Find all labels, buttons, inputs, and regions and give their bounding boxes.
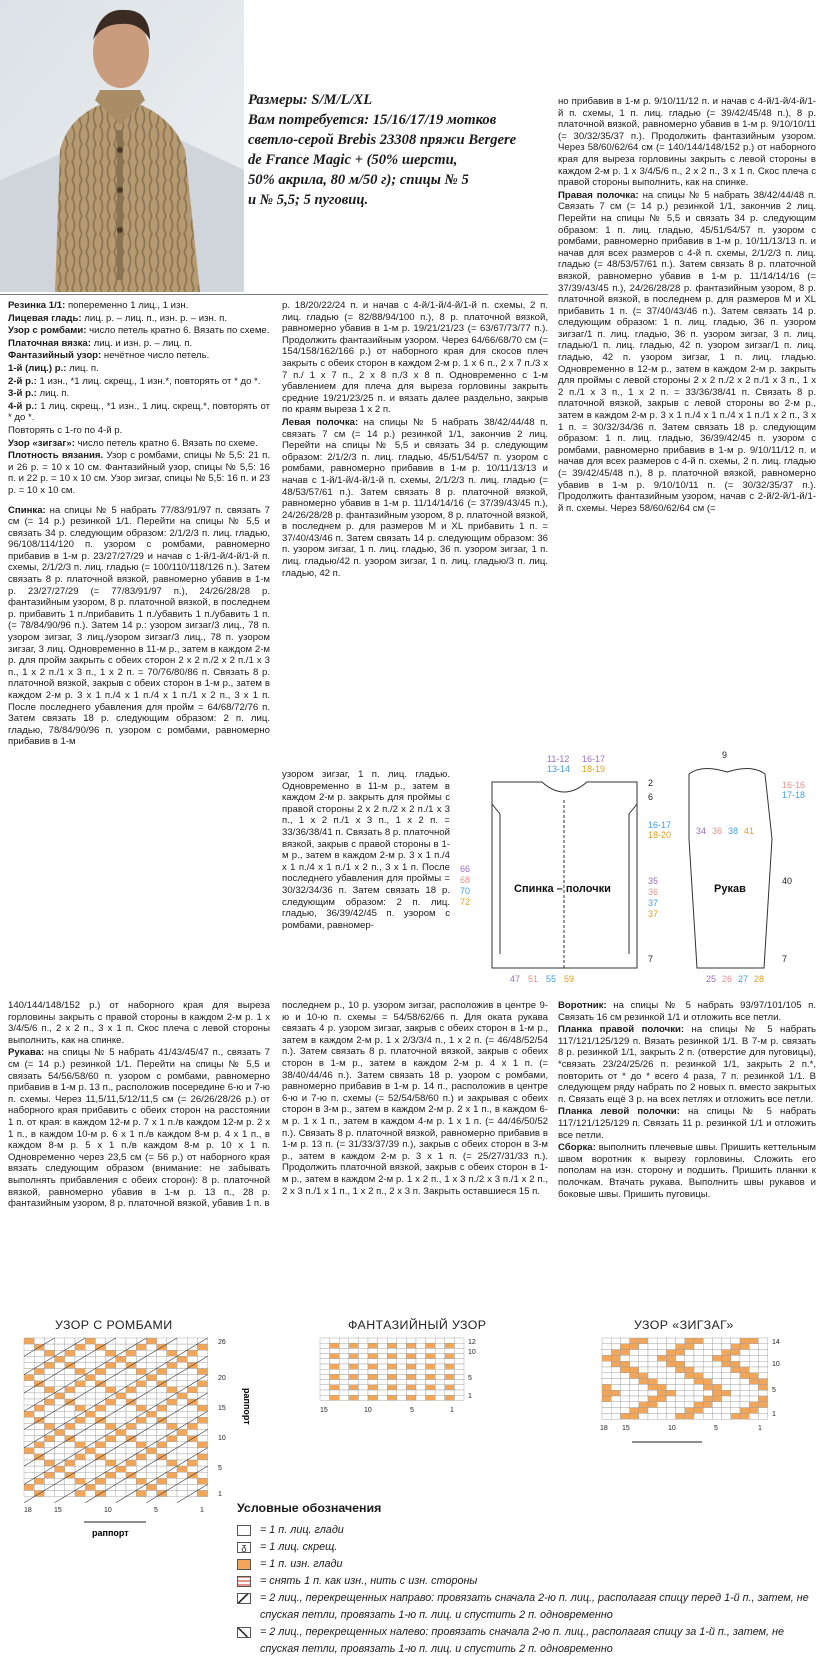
knit-symbol-icon [237, 1525, 251, 1536]
dim-top-4: 18-19 [582, 764, 606, 774]
dim-r-6: 6 [648, 792, 654, 802]
zigzag-right-ticks [772, 1339, 780, 1418]
dim-b-1: 47 [510, 974, 521, 984]
dim-l-68: 68 [460, 875, 471, 885]
zig-tick-10: 10 [772, 1361, 780, 1368]
zigzag-chart-title: УЗОР «ЗИГЗАГ» [634, 1318, 734, 1332]
dim-r-37a: 37 [648, 898, 659, 908]
dim-b-4: 59 [564, 974, 575, 984]
sleeve-dim-1718: 17-18 [782, 790, 806, 800]
rhomb-tick-15: 15 [218, 1405, 226, 1412]
rhomb-tick-20: 20 [218, 1375, 226, 1382]
legend-item-cross-right: = 2 лиц., перекрещенных направо: провязать сначала 2-ю п. лиц., располагая спицу перед 1-й п., затем, не спуская петли, провязать 1-ю п. лиц. и спустить 2 п. одновременно [237, 1590, 817, 1624]
sleeve-dim-1616: 16-16 [782, 780, 806, 790]
dim-r-35: 35 [648, 876, 659, 886]
zigzag-chart [600, 1336, 800, 1466]
slip-symbol-icon [237, 1576, 251, 1587]
dim-r-7: 7 [648, 954, 654, 964]
photo-illustration [0, 0, 244, 292]
rhomb-chart [22, 1336, 258, 1568]
zig-btick-5: 5 [714, 1425, 718, 1432]
rhomb-chart-title: УЗОР С РОМБАМИ [55, 1318, 173, 1332]
dim-r-36: 36 [648, 887, 659, 897]
dim-r-2: 2 [648, 778, 654, 788]
column-4: 140/144/148/152 р.) от наборного края для выреза горловины закрыть с правой стороны в каждом 2-м р. 1 х 3/4/5/6 п., 2 х 2 п., 3 х 1 п. Скос плеча с левой стороны выполнить, как на спинке. Рукава: на спицы № 5 набрать 41/43/45/47 п., связать 7 см (= 14 р.) резинкой 1/1. Перейти на спицы № 5,5 и связать 54/56/58/60 п. узором с ромбами, равномерно прибавив в 1-м р. 13 п., расположив посередине 6-ю и 7-ю п. схемы. Через 11,5/11,5/12/11,5 см (= 26/26/28/26 р.) от наборного края прибавить с обеих сторон на расстоянии 1 п. от края: в каждом 12-м р. 7 х 1 п./в каждом 12-м р. 2 х 1 п., в каждом 10-м р. 6 х 1 п./в каждом 8-м р. 4 х 1 п., в каждом 8-м р. 5 х 1 п./в каждом 8-м р. 10 х 1 п. Одновременно через 23,5 см (= 56 р.) от наборного края вязать следующим образом (внимание: не забывать выполнять прибавления с обеих сторон): 8 р. платочной вязкой, равномерно убавив в 1-м р. 13 п., 28 р. фантазийным узором, 8 р. платочной вязкой, убавив 1 п. в [8, 1000, 270, 1210]
legend-item-twisted: ᵹ = 1 лиц. скрещ. [237, 1539, 817, 1556]
sleeve-b-4: 28 [754, 974, 765, 984]
zigzag-bottom-ticks [600, 1425, 762, 1432]
legend-item-purl: = 1 п. изн. глади [237, 1556, 817, 1573]
fancy-btick-1: 1 [450, 1407, 454, 1414]
dim-r-1617: 16-17 [648, 820, 672, 830]
sleeve-arm-1: 34 [696, 826, 707, 836]
sleeve-arm-4: 41 [744, 826, 755, 836]
rhomb-btick-18: 18 [24, 1507, 32, 1514]
materials-line-3: de France Magic + (50% шерсти, [248, 152, 458, 168]
rhomb-rapport-vertical: раппорт [242, 1388, 252, 1425]
cross-left-symbol-icon [237, 1627, 251, 1638]
zigzag-grid [602, 1338, 768, 1419]
legend-item-slip: = снять 1 п. как изн., нить с изн. стороны [237, 1573, 817, 1590]
dim-l-66: 66 [460, 864, 471, 874]
cross-right-symbol-icon [237, 1593, 251, 1604]
header-info [248, 90, 548, 210]
fancy-bottom-ticks [320, 1407, 454, 1414]
column-1: Резинка 1/1: попеременно 1 лиц., 1 изн. Лицевая гладь: лиц. р. – лиц. п., изн. р. – изн. п. Узор с ромбами: число петель кратно 6. Вязать по схеме. Платочная вязка: лиц. и изн. р. – лиц. п. Фантазийный узор: нечётное число петель. 1-й (лиц.) р.: лиц. п. 2-й р.: 1 изн., *1 лиц. скрещ., 1 изн.*, повторять от * до *. 3-й р.: лиц. п. 4-й р.: 1 лиц. скрещ., *1 изн., 1 лиц. скрещ.*, повторять от * до *. Повторять с 1-го по 4-й р. Узор «зигзаг»: число петель кратно 6. Вязать по схеме. Плотность вязания. Узор с ромбами, спицы № 5,5: 21 п. и 26 р. = 10 х 10 см. Фантазийный узор, спицы № 5,5: 16 п. и 22 р. = 10 х 10 см. Узор зигзаг, спицы № 5,5: 16 п. и 23 р. = 10 х 10 см. Спинка: на спицы № 5 набрать 77/83/91/97 п. связать 7 см (= 14 р.) резинкой 1/1. Перейти на спицы № 5,5 и связать 34 р. следующим образом: 2/1/2/3 п. лиц. гладью, 96/108/114/120 п. узором с ромбами, равномерно прибавив в 1-м р. 23/27/27/29 и начав с 1-й/1-й/4-й/1-й п. схемы, 2/1/2/3 п. лиц. гладью (= 100/110/118/126 п.). Затем связать 8 р. платочной вязкой, равномерно убавив в 1-м р. 23/27/27/29 (= 77/83/91/97 п.), 24/26/28/28 р. фантазийным узором, 8 р. платочной вязкой, в последнем р. прибавить 1 п./прибавить 1 п./убавить 1 п./убавить 1 п. (= 78/84/90/96 п.). Затем 14 р.: узором зигзаг/3 лиц., 78 п. узором зигзаг, 3 лиц./узором зигзаг/3 лиц., 78 п. узором зигзаг, 3 лиц. Одновременно в 11-м р., затем в каждом 2-м р. для пройм закрыть с обеих сторон 2 х 2 п./2 х 2 п./1 х 3 п., 1 х 2 п./1 х 3 п., 1 х 2 п. = 70/76/80/86 п. Связать 8 р. платочной вязкой, закрыв с обеих сторон в 1-м р., затем в каждом 2-м р. 3 х 1 п./4 х 1 п./4 х 1 п./1 х 2 п., 3 х 1 п. После последнего убавления для пройм = 64/68/72/76 п. Затем связать 18 р. следующим образом: 2 п. лиц. гладью, 78/84/90/96 п. узором с ромбами, равномерно прибавив в 1-м [8, 300, 270, 748]
dim-top-1: 11-12 [547, 754, 570, 764]
sleeve-dim-40: 40 [782, 876, 793, 886]
rhomb-tick-5: 5 [218, 1465, 222, 1472]
rhomb-tick-10: 10 [218, 1435, 226, 1442]
dim-r-37b: 37 [648, 909, 659, 919]
model-photo [0, 0, 244, 292]
fancy-chart [318, 1336, 498, 1426]
sleeve-dim-9: 9 [722, 750, 728, 760]
fancy-tick-10: 10 [468, 1349, 476, 1356]
zig-tick-5: 5 [772, 1387, 776, 1394]
dim-top-2: 13-14 [547, 764, 571, 774]
materials-line-4: 50% акрила, 80 м/50 г); спицы № 5 [248, 172, 469, 188]
dim-b-2: 51 [528, 974, 539, 984]
fancy-tick-5: 5 [468, 1375, 472, 1382]
legend-item-knit: = 1 п. лиц. глади [237, 1522, 817, 1539]
purl-symbol-icon [237, 1559, 251, 1570]
rhomb-bottom-ticks [24, 1507, 204, 1514]
zig-tick-1: 1 [772, 1411, 776, 1418]
sleeve-label: Рукав [714, 883, 746, 895]
dim-l-72: 72 [460, 897, 471, 907]
sleeve-arm-3: 38 [728, 826, 739, 836]
body-label: Спинка – полочки [514, 883, 611, 895]
rhomb-rapport-horizontal: раппорт [92, 1528, 129, 1538]
fancy-right-ticks [468, 1339, 476, 1400]
fancy-tick-1: 1 [468, 1393, 472, 1400]
legend-title: Условные обозначения [237, 1501, 382, 1515]
fancy-tick-12: 12 [468, 1339, 476, 1346]
legend-item-cross-left: = 2 лиц., перекрещенных налево: провязать сначала 2-ю п. лиц., располагая спицу за 1-й п., затем, не спуская петли, провязать 1-ю п. лиц. и спустить 2 п. одновременно [237, 1624, 817, 1658]
rhomb-tick-26: 26 [218, 1339, 226, 1346]
materials-line-2: светло-серой Brebis 23308 пряжи Bergere [248, 132, 517, 148]
rhomb-btick-15: 15 [54, 1507, 62, 1514]
column-3: но прибавив в 1-м р. 9/10/11/12 п. и начав с 4-й/1-й/4-й/1-й п. схемы, 1 п. лиц. гладью (= 39/42/45/48 п.), 8 р. платочной вязкой, равномерно убавив в 1-м р. 9/10/10/11 (= 30/32/35/37 п.). Продолжить фантазийным узором. Через 58/60/62/64 см (= 140/144/148/152 р.) от наборного края для выреза горловины закрыть с левой стороны в каждом 2-м р. 1 х 3/4/5/6 п., 2 х 2 п., 3 х 1 п. Скос плеча с правой стороны выполнить, как на спинке. Правая полочка: на спицы № 5 набрать 38/42/44/48 п. Связать 7 см (= 14 р.) резинкой 1/1, закончив 2 лиц. Перейти на спицы № 5,5 и связать 34 р. следующим образом: 1 п. лиц. гладью, 45/51/54/57 п. узором с ромбами, равномерно прибавив в 1-м р. 10/11/13/13 п. и начав для всех размеров с 4-й п. схемы, 2/1/2/3 п. лиц. гладью (= 48/53/57/61 п.). Затем связать 8 р. платочной вязкой, равномерно убавив в 1-м р. 11/14/14/16 (= 37/39/43/45 п.), 24/26/28/28 р. фантазийным узором, 8 р. платочной вязкой, в последнем р. для размеров M и XL прибавить 1 п. (= 37/40/43/46 п.). Затем связать 14 р. следующим образом: 1 п. лиц. гладью, 36 п. узором зигзаг/1 п. лиц. гладью, 36 п. узором зигзаг, 3 п. лиц. гладью/1 п. лиц. гладью, 42 п. узором зигзаг/1 п. лиц. гладью, 42 п. узором зигзаг, 1 п. лиц. гладью. Одновременно в 12-м р., затем в каждом 2-м р. закрыть для проймы с левой стороны 2 х 2 п./2 х 2 п./1 х 3 п., 1 х 2 п./1 х 3 п., 1 х 2 п. = 33/36/38/41 п. Связать 8 р. платочной вязкой, закрыв с левой стороны во 2-м р., затем в каждом 2-м р. 3 х 1 п./4 х 1 п./4 х 1 п./1 х 2 п., 3 х 1 п. = 30/32/34/36 п. Затем связать 18 р. следующим образом: 1 п. лиц. гладью, 36/39/42/45 п. узором с ромбами, равномерно прибавив в 1-м р. 9/10/11/12 п. и начав для всех размеров с 4-й п. схемы, 2 п. лиц. гладью (= 39/42/45/48 п.), 8 р. платочной вязкой, равномерно убавив в 1-м р. 9/10/10/11 п. (= 30/32/35/37 п.). Продолжить фантазийным узором, начав с 2-й/2-й/1-й/1-й п. схемы. Через 58/60/62/64 см (= [558, 96, 816, 514]
fancy-chart-title: ФАНТАЗИЙНЫЙ УЗОР [348, 1318, 487, 1332]
zig-tick-14: 14 [772, 1339, 780, 1346]
sizes-line: Размеры: S/M/L/XL [248, 92, 373, 108]
rhomb-btick-5: 5 [154, 1507, 158, 1514]
column-6: Воротник: на спицы № 5 набрать 93/97/101/105 п. Связать 16 см резинкой 1/1 и отложить все петли. Планка правой полочки: на спицы № 5 набрать 117/121/125/129 п. Вязать резинкой 1/1. В 7-м р. связать 8 р. резинкой 1/1, закрыть 2 п. (отверстие для пуговицы), *связать 23/24/25/26 п. резинкой 1/1, закрыть 2 п.*, повторить от * до * всего 4 раза, 7 п. резинкой 1/1. В следующем ряду набрать по 2 новых п. вместо закрытых п. Связать ещё 3 р. на всех петлях и отложить все петли. Планка левой полочки: на спицы № 5 набрать 117/121/125/129 п. Связать 11 р. резинкой 1/1 и отложить все петли. Сборка: выполнить плечевые швы. Пришить кеттельным швом воротник к вырезу горловины. Сложить его пополам на изн. сторону и подшить. Пришить планки к полочкам. Втачать рукава. Выполнить швы рукавов и боковые швы. Пришить пуговицы. [558, 1000, 817, 1200]
sleeve-b-2: 26 [722, 974, 733, 984]
column-2: р. 18/20/22/24 п. и начав с 4-й/1-й/4-й/1-й п. схемы, 2 п. лиц. гладью (= 82/88/94/100 п.), 8 р. платочной вязкой, равномерно убавив в 1-м р. 19/21/21/23 (= 63/67/73/77 п.). Продолжить фантазийным узором. Через 64/66/68/70 см (= 154/158/162/166 р.) от наборного края для скосов плеч закрыть с обеих сторон в каждом 2-м р. 1 х 6 п., 2 х 7 п./3 х 7 п./ 1 х 7 п., 2 х 8 п./3 х 8 п. Одновременно с 1-м убавлением для плеча для выреза горловины закрыть средние 19/21/23/25 п. и вязать далее раздельно, закрыв по краям выреза 1 х 2 п. Левая полочка: на спицы № 5 набрать 38/42/44/48 п. связать 7 см (= 14 р.) резинкой 1/1, закончив 2 лиц. Перейти на спицы № 5,5 и связать 34 р. следующим образом: 2/1/2/3 п. лиц. гладью, 45/51/54/57 п. узором с ромбами, равномерно прибавив в 1-м р. 10/11/13/13 и начав с 1-й/1-й/4-й/1-й п. схемы, 2/1/2/3 п. лиц. гладью (= 48/53/57/61 п.). Затем связать 8 р. платочной вязкой, равномерно убавив в 1-м р. 11/14/14/16 (= 37/39/43/45 п.), 24/26/28/28 р. фантазийным узором, 8 р. платочной вязкой, в последнем р. для размеров M и XL прибавить 1 п. = 37/40/43/46 п. Затем связать 14 р. следующим образом: 36 п. узором зигзаг, 1 п. лиц. гладью, 36 п. узором зигзаг, 1 п. лиц. гладью/42 п. узором зигзаг, 1 п. лиц. гладью/3 п. лиц. гладью, 42 п. [282, 300, 548, 579]
dim-b-3: 55 [546, 974, 557, 984]
dim-l-70: 70 [460, 886, 471, 896]
sleeve-b-1: 25 [706, 974, 717, 984]
materials-line-1: Вам потребуется: 15/16/17/19 мотков [248, 112, 497, 128]
dim-r-1820: 18-20 [648, 830, 672, 840]
dim-top-3: 16-17 [582, 754, 606, 764]
twisted-knit-symbol-icon: ᵹ [237, 1542, 251, 1553]
zig-btick-15: 15 [622, 1425, 630, 1432]
header-divider [0, 294, 548, 295]
rhomb-btick-1: 1 [200, 1507, 204, 1514]
rhomb-grid [24, 1338, 208, 1503]
fancy-btick-10: 10 [364, 1407, 372, 1414]
fancy-btick-15: 15 [320, 1407, 328, 1414]
materials-line-5: и № 5,5; 5 пуговиц. [248, 192, 369, 208]
column-2-narrow: узором зигзаг, 1 п. лиц. гладью. Одновременно в 11-м р., затем в каждом 2-м р. закрыть для проймы с правой стороны 2 х 2 п./2 х 2 п./1 х 3 п., 1 х 2 п./1 х 3 п., 1 х 2 п. = 33/36/38/41 п. Связать 8 р. платочной вязкой, закрыв с правой стороны в 1-м р., затем в каждом 2-м р. 3 х 1 п./4 х 1 п./4 х 1 п./1 х 2 п., 3 х 1 п. После последнего убавления для проймы = 30/32/34/36 п. Затем связать 18 р. следующим образом: 2 п. лиц. гладью, 36/39/42/45 п. узором с ромбами, равномер- [282, 769, 450, 931]
rhomb-tick-1: 1 [218, 1491, 222, 1498]
sleeve-arm-2: 36 [712, 826, 723, 836]
fancy-btick-5: 5 [410, 1407, 414, 1414]
zig-btick-18: 18 [600, 1425, 608, 1432]
rhomb-btick-10: 10 [104, 1507, 112, 1514]
zig-btick-1: 1 [758, 1425, 762, 1432]
rhomb-right-ticks [218, 1339, 226, 1498]
sleeve-dim-7: 7 [782, 954, 788, 964]
fancy-grid [320, 1338, 464, 1400]
sleeve-b-3: 27 [738, 974, 749, 984]
column-5: последнем р., 10 р. узором зигзаг, расположив в центре 9-ю и 10-ю п. схемы = 54/58/62/66 п. Для оката рукава связать 4 р. узором зигзаг, закрыв с обеих сторон в 1-м р., затем в каждом 2-м р. 1 х 2/3/3/4 п., 1 х 2 п. (= 46/48/52/54 п.). Затем связать 8 р. платочной вязкой, закрыв с обеих сторон в 1-м р., затем в каждом 2-м р. 4 х 1 п. (= 38/40/44/46 п.). Затем связать 18 р. узором с ромбами, равномерно прибавив в 1-м р. 14 п., расположив в центре 6-ю и 7-ю п. схемы (= 52/54/58/60 п.) и закрывая с обеих сторон в 3-м р., затем в каждом 2-м р. 2 х 1 п., в каждом 6-м р. 1 х 1 п., затем в каждом 4-м р. 1 х 1 п. (= 44/46/50/52 п.). Связать 8 р. платочной вязкой, равномерно прибавив в 1-м р. 13 п. (= 31/33/37/39 п.), закрыв с обеих сторон в 3-м р., затем в каждом 2-м р. 3 х 1 п. (= 25/27/31/33 п.). Продолжить платочной вязкой, закрыв с обеих сторон в 1-м р., затем в каждом 2-м р. 1 х 2 п., 1 х 3 п./2 х 3 п./1 х 2 п., 2 х 3 п./1 х 1 п., 1 х 2 п., 2 х 3 п. Закрыть оставшиеся 15 п. [282, 1000, 548, 1197]
garment-schematic [452, 744, 822, 988]
legend [237, 1500, 817, 1658]
zig-btick-10: 10 [668, 1425, 676, 1432]
